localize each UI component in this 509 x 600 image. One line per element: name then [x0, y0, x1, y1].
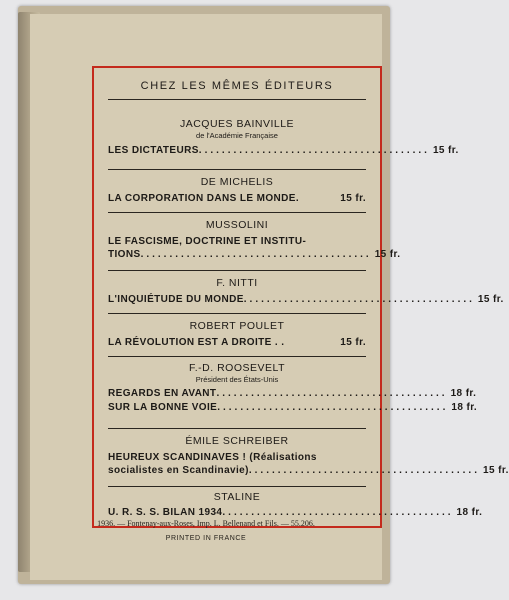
author-name: ROBERT POULET [189, 320, 285, 332]
book-price: 15 fr. [432, 145, 459, 156]
book-title: U. R. S. S. BILAN 1934 [108, 507, 223, 518]
cover-page [30, 14, 509, 580]
entry-staline [108, 491, 483, 518]
book-price: 18 fr. [456, 507, 483, 518]
book-line [108, 337, 366, 348]
author-name: F. NITTI [216, 277, 258, 289]
author-name: DE MICHELIS [200, 176, 274, 188]
book-price: 15 fr. [340, 193, 366, 204]
author-name: MUSSOLINI [205, 219, 269, 231]
book-title-line2: TIONS [108, 249, 141, 260]
book-title: SUR LA BONNE VOIE [108, 402, 218, 413]
printed-in-line: PRINTED IN FRANCE [165, 535, 247, 542]
book-line [108, 388, 477, 399]
entry-rule [108, 313, 366, 314]
entry-rule [108, 169, 366, 170]
book-title: LES DICTATEURS [108, 145, 199, 156]
book-line [108, 249, 401, 260]
catalog-frame [92, 66, 509, 528]
entry-bainville [108, 118, 459, 156]
entry-rule [108, 356, 366, 357]
book-line [108, 402, 478, 413]
entry-rule [108, 270, 366, 271]
book-title: REGARDS EN AVANT [108, 388, 217, 399]
dot-leader: ........................................ [217, 402, 449, 413]
book-price: 15 fr. [477, 294, 504, 305]
entry-mussolini [108, 219, 401, 260]
book-title: LA CORPORATION DANS LE MONDE. [108, 193, 300, 204]
book-price: 15 fr. [483, 465, 509, 476]
book-title: L'INQUIÉTUDE DU MONDE [108, 294, 244, 305]
author-affiliation: de l'Académie Française [196, 131, 278, 140]
dot-leader: ........................................ [248, 465, 480, 476]
book-line [108, 145, 459, 156]
author-affiliation: Président des États-Unis [195, 375, 279, 384]
dot-leader: ........................................ [216, 388, 448, 399]
entry-roosevelt [108, 362, 478, 413]
entry-rule [108, 428, 366, 429]
entry-rule [108, 486, 366, 487]
author-name: ÉMILE SCHREIBER [185, 435, 289, 447]
book-price: 18 fr. [451, 402, 478, 413]
author-name: STALINE [213, 491, 261, 503]
book-line [108, 193, 366, 204]
book-price: 15 fr. [340, 337, 366, 348]
book-price: 18 fr. [450, 388, 477, 399]
entry-nitti [108, 277, 504, 305]
book-title-line1: HEUREUX SCANDINAVES ! (Réalisations [108, 452, 317, 463]
dot-leader: ........................................ [222, 507, 454, 518]
book-line [108, 465, 509, 476]
author-name: F.-D. ROOSEVELT [189, 362, 285, 374]
book-title: LA RÉVOLUTION EST A DROITE . . [108, 337, 285, 348]
book-title-line2: socialistes en Scandinavie) [108, 465, 249, 476]
dot-leader: ........................................ [140, 249, 372, 260]
author-name: JACQUES BAINVILLE [179, 118, 295, 130]
entry-de-michelis [108, 176, 366, 204]
imprint-line: 1936. — Fontenay-aux-Roses, Imp. L. Bellenand et Fils. — 55.206. [97, 519, 315, 528]
book-line [108, 294, 504, 305]
entry-schreiber [108, 435, 509, 476]
book-title-line1: LE FASCISME, DOCTRINE ET INSTITU- [108, 236, 307, 247]
heading-rule [108, 99, 366, 100]
entry-rule [108, 212, 366, 213]
book-line [108, 507, 483, 518]
dot-leader: ........................................ [198, 145, 430, 156]
catalog-heading: CHEZ LES MÊMES ÉDITEURS [140, 80, 334, 92]
book-price: 15 fr. [374, 249, 401, 260]
entry-poulet [108, 320, 366, 348]
dot-leader: ........................................ [243, 294, 475, 305]
